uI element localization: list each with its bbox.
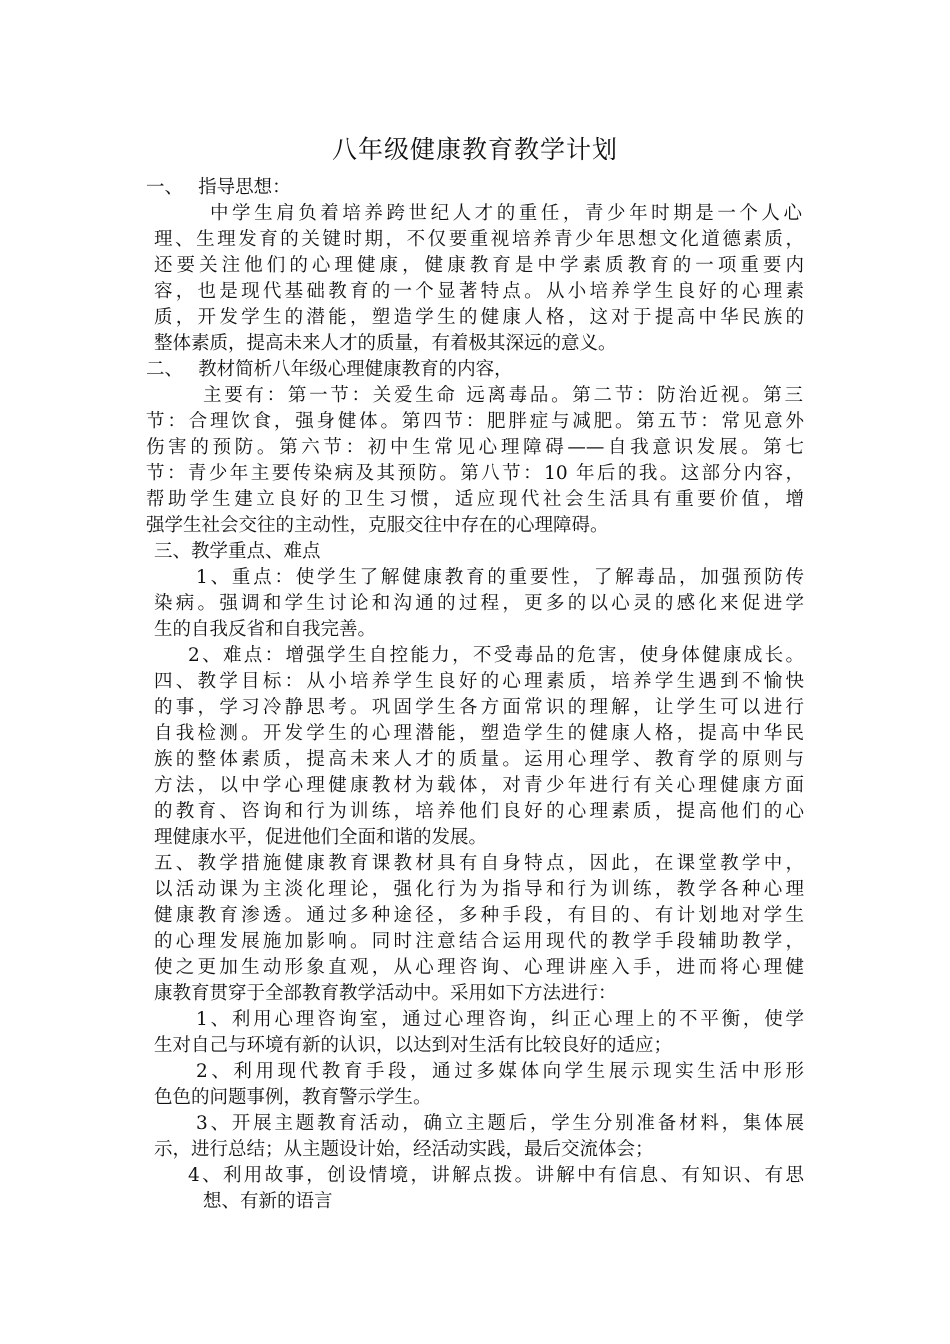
paragraph-line: 强学生社会交往的主动性，克服交往中存在的心理障碍。 [146,515,609,536]
paragraph-line: 主要有：第一节：关爱生命 远离毒品。第二节：防治近视。第三 [203,385,803,406]
paragraph-line: 生对自己与环境有新的认识，以达到对生活有比较良好的适应； [154,1035,673,1056]
paragraph-line: 以活动课为主淡化理论，强化行为为指导和行为训练，教学各种心理 [154,879,804,900]
heading-textbook-analysis: 二、 教材简析八年级心理健康教育的内容， [146,359,513,380]
paragraph-line: 理、生理发育的关键时期，不仅要重视培养青少年思想文化道德素质， [154,229,804,250]
paragraph-line: 想、有新的语言 [203,1191,333,1212]
method-item-4: 4、利用故事，创设情境，讲解点拨。讲解中有信息、有知识、有思 [188,1165,804,1186]
heading-teaching-goals: 四、教学目标：从小培养学生良好的心理素质，培养学生遇到不愉快 [154,671,804,692]
method-item-3: 3、开展主题教育活动，确立主题后，学生分别准备材料，集体展 [196,1113,804,1134]
paragraph-line: 质，开发学生的潜能，塑造学生的健康人格，这对于提高中华民族的 [154,307,804,328]
paragraph-line: 帮助学生建立良好的卫生习惯，适应现代社会生活具有重要价值，增 [146,489,804,510]
paragraph-line: 2、难点：增强学生自控能力，不受毒品的危害，使身体健康成长。 [188,645,804,666]
method-item-1: 1、利用心理咨询室，通过心理咨询，纠正心理上的不平衡，使学 [196,1009,804,1030]
paragraph-line: 容，也是现代基础教育的一个显著特点。从小培养学生良好的心理素 [154,281,804,302]
paragraph-line: 节：青少年主要传染病及其预防。第八节：10 年后的我。这部分内容， [146,463,804,484]
paragraph-line: 健康教育渗透。通过多种途径，多种手段，有目的、有计划地对学生 [154,905,804,926]
paragraph-line: 染病。强调和学生讨论和沟通的过程，更多的以心灵的感化来促进学 [154,593,804,614]
paragraph-line: 康教育贯穿于全部教育教学活动中。采用如下方法进行： [154,983,617,1004]
paragraph-line: 使之更加生动形象直观，从心理咨询、心理讲座入手，进而将心理健 [154,957,804,978]
heading-guiding-ideology: 一、 指导思想： [146,177,291,198]
paragraph-line: 的教育、咨询和行为训练，培养他们良好的心理素质，提高他们的心 [154,801,804,822]
document-title: 八年级健康教育教学计划 [331,135,618,164]
paragraph-line: 伤害的预防。第六节：初中生常见心理障碍——自我意识发展。第七 [146,437,804,458]
paragraph-line: 的心理发展施加影响。同时注意结合运用现代的教学手段辅助教学， [154,931,804,952]
paragraph-line: 理健康水平，促进他们全面和谐的发展。 [154,827,488,848]
paragraph-line: 自我检测。开发学生的心理潜能，塑造学生的健康人格，提高中华民 [154,723,804,744]
paragraph-line: 示，进行总结；从主题设计始，经活动实践，最后交流体会； [154,1139,654,1160]
paragraph-line: 生的自我反省和自我完善。 [154,619,377,640]
paragraph-line: 的事，学习冷静思考。巩固学生各方面常识的理解，让学生可以进行 [154,697,804,718]
paragraph-line: 节：合理饮食，强身健体。第四节：肥胖症与减肥。第五节：常见意外 [146,411,804,432]
heading-teaching-measures: 五、教学措施健康教育课教材具有自身特点，因此，在课堂教学中， [154,853,804,874]
paragraph-line: 整体素质，提高未来人才的质量，有着极其深远的意义。 [154,333,617,354]
paragraph-line: 色色的问题事例，教育警示学生。 [154,1087,432,1108]
paragraph-line: 1、重点：使学生了解健康教育的重要性，了解毒品，加强预防传 [196,567,804,588]
heading-key-points: 三、教学重点、难点 [154,541,321,562]
paragraph-line: 族的整体素质，提高未来人才的质量。运用心理学、教育学的原则与 [154,749,804,770]
method-item-2: 2、利用现代教育手段，通过多媒体向学生展示现实生活中形形 [196,1061,804,1082]
paragraph-line: 中学生肩负着培养跨世纪人才的重任，青少年时期是一个人心 [210,203,802,224]
paragraph-line: 方法，以中学心理健康教材为载体，对青少年进行有关心理健康方面 [154,775,804,796]
paragraph-line: 还要关注他们的心理健康，健康教育是中学素质教育的一项重要内 [154,255,804,276]
